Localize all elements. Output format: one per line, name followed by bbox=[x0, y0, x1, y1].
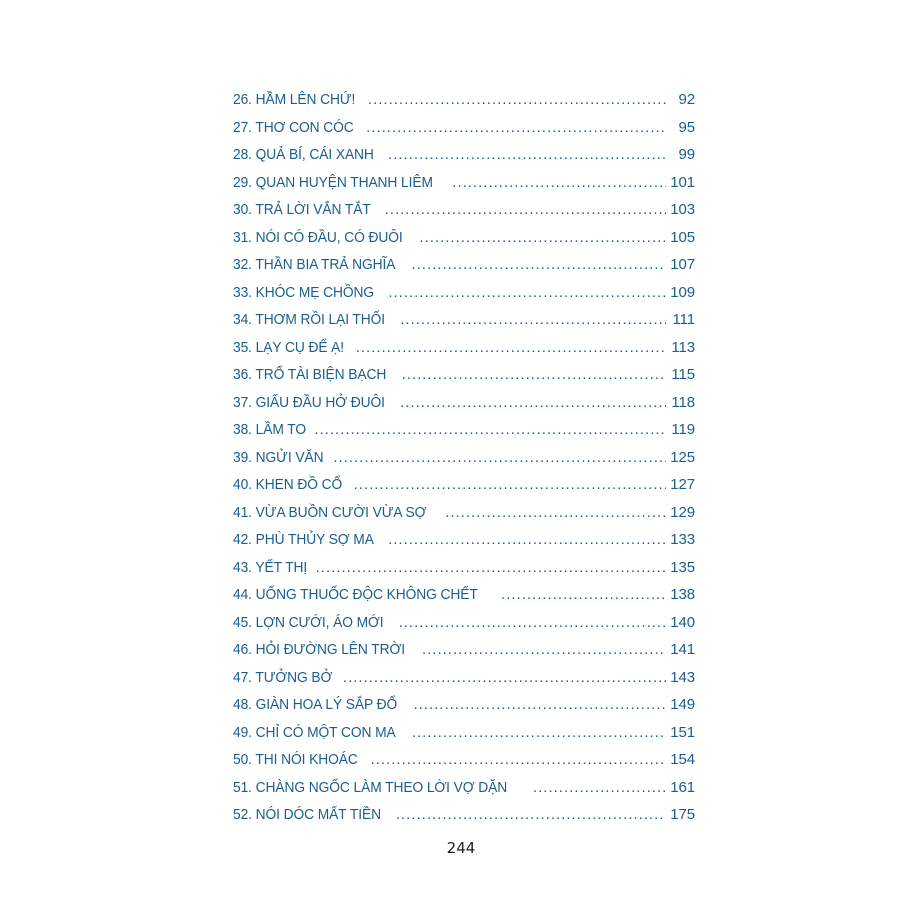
dot-leader bbox=[388, 279, 666, 307]
toc-entry-title: 26. HẦM LÊN CHỨ! bbox=[233, 91, 356, 108]
toc-entry-title: 40. KHEN ĐỒ CỔ bbox=[233, 476, 343, 493]
toc-entry bbox=[233, 444, 695, 472]
toc-entry bbox=[233, 719, 695, 747]
toc-entry-title: 31. NÓI CÓ ĐẦU, CÓ ĐUÔI bbox=[233, 228, 403, 246]
toc-entry bbox=[233, 801, 695, 829]
toc-entry bbox=[233, 609, 695, 637]
dot-leader bbox=[388, 141, 666, 169]
toc-entry bbox=[233, 691, 695, 719]
dot-leader bbox=[413, 691, 666, 719]
toc-entry-title: 29. QUAN HUYỆN THANH LIÊM bbox=[233, 173, 433, 191]
toc-entry-page: 103 bbox=[670, 201, 695, 218]
toc-entry bbox=[233, 361, 695, 389]
toc-entry-title: 43. YẾT THỊ bbox=[233, 558, 308, 576]
dot-leader bbox=[388, 526, 666, 554]
toc-entry-title: 33. KHÓC MẸ CHỒNG bbox=[233, 283, 375, 301]
dot-leader bbox=[314, 416, 666, 444]
toc-entry bbox=[233, 196, 695, 224]
dot-leader bbox=[371, 746, 666, 774]
toc-entry-page: 119 bbox=[671, 421, 695, 438]
dot-leader bbox=[452, 169, 666, 197]
toc-entry bbox=[233, 334, 695, 362]
toc-entry-page: 175 bbox=[670, 806, 695, 823]
toc-entry-title: 42. PHÙ THỦY SỢ MA bbox=[233, 531, 374, 548]
dot-leader bbox=[368, 86, 666, 114]
toc-entry-page: 111 bbox=[672, 311, 695, 328]
toc-entry-page: 118 bbox=[671, 393, 695, 411]
toc-entry bbox=[233, 86, 695, 114]
toc-entry-title: 35. LẠY CỤ ĐỂ Ạ! bbox=[233, 338, 345, 356]
toc-entry bbox=[233, 471, 695, 499]
dot-leader bbox=[366, 114, 666, 142]
toc-entry-title: 38. LẦM TO bbox=[233, 421, 306, 438]
dot-leader bbox=[356, 334, 666, 362]
toc-entry bbox=[233, 526, 695, 554]
toc-entry-page: 151 bbox=[670, 723, 695, 741]
toc-entry bbox=[233, 169, 695, 197]
toc-entry bbox=[233, 416, 695, 444]
toc-entry-page: 135 bbox=[670, 558, 695, 576]
toc-entry bbox=[233, 114, 695, 142]
toc-entry-page: 107 bbox=[670, 256, 695, 273]
toc-entry-page: 125 bbox=[670, 448, 695, 466]
toc-entry-title: 32. THẦN BIA TRẢ NGHĨA bbox=[233, 256, 396, 273]
dot-leader bbox=[422, 636, 666, 664]
dot-leader bbox=[402, 361, 666, 389]
toc-entry-page: 161 bbox=[670, 778, 695, 796]
toc-entry-page: 133 bbox=[670, 531, 695, 548]
dot-leader bbox=[354, 471, 666, 499]
dot-leader bbox=[411, 251, 666, 279]
toc-entry bbox=[233, 499, 695, 527]
toc-entry-title: 30. TRẢ LỜI VẮN TẮT bbox=[233, 201, 371, 218]
toc-entry-title: 49. CHỈ CÓ MỘT CON MA bbox=[233, 723, 396, 741]
dot-leader bbox=[412, 719, 666, 747]
toc-entry-page: 109 bbox=[670, 283, 695, 301]
toc-entry-title: 34. THƠM RỒI LẠI THỐI bbox=[233, 311, 386, 328]
toc-entry-title: 41. VỪA BUỒN CƯỜI VỪA SỢ bbox=[233, 503, 427, 521]
toc-entry-title: 45. LỢN CƯỚI, ÁO MỚI bbox=[233, 613, 384, 631]
toc-entry bbox=[233, 224, 695, 252]
dot-leader bbox=[316, 554, 666, 582]
toc-entry bbox=[233, 141, 695, 169]
toc-entry-title: 52. NÓI DÓC MẤT TIỀN bbox=[233, 806, 381, 823]
toc-entry-page: 141 bbox=[670, 641, 695, 658]
toc-entry-title: 37. GIẤU ĐẦU HỞ ĐUÔI bbox=[233, 393, 385, 411]
toc-entry-page: 95 bbox=[678, 118, 695, 136]
toc-entry-page: 140 bbox=[670, 613, 695, 631]
toc-entry-title: 27. THƠ CON CÓC bbox=[233, 118, 354, 136]
dot-leader bbox=[343, 664, 666, 692]
toc-entry bbox=[233, 636, 695, 664]
toc-entry-page: 149 bbox=[670, 696, 695, 713]
dot-leader bbox=[533, 774, 666, 802]
dot-leader bbox=[399, 609, 666, 637]
toc-entry bbox=[233, 554, 695, 582]
page-number: 244 bbox=[446, 839, 476, 857]
toc-entry-title: 44. UỐNG THUỐC ĐỘC KHÔNG CHẾT bbox=[233, 586, 478, 603]
toc-entry bbox=[233, 306, 695, 334]
toc-entry-page: 99 bbox=[678, 146, 695, 163]
toc-entry bbox=[233, 746, 695, 774]
toc-entry-page: 138 bbox=[670, 586, 695, 603]
dot-leader bbox=[385, 196, 666, 224]
toc-entry-title: 28. QUẢ BÍ, CÁI XANH bbox=[233, 146, 374, 163]
dot-leader bbox=[396, 801, 666, 829]
toc-entry bbox=[233, 251, 695, 279]
toc-entry-title: 47. TƯỞNG BỞ bbox=[233, 668, 333, 686]
toc-entry-page: 115 bbox=[671, 366, 695, 383]
toc-entry-page: 127 bbox=[670, 476, 695, 493]
dot-leader bbox=[501, 581, 666, 609]
dot-leader bbox=[333, 444, 666, 472]
toc-entry-title: 50. THI NÓI KHOÁC bbox=[233, 751, 358, 768]
dot-leader bbox=[445, 499, 666, 527]
dot-leader bbox=[400, 306, 666, 334]
toc-entry-page: 129 bbox=[670, 503, 695, 521]
toc-entry-page: 143 bbox=[670, 668, 695, 686]
toc-entry-title: 48. GIÀN HOA LÝ SẮP ĐỔ bbox=[233, 696, 398, 713]
toc-entry-title: 36. TRỔ TÀI BIỆN BẠCH bbox=[233, 366, 387, 383]
dot-leader bbox=[400, 389, 666, 417]
toc-entry-page: 101 bbox=[670, 173, 695, 191]
toc-entry-title: 51. CHÀNG NGỐC LÀM THEO LỜI VỢ DẶN bbox=[233, 778, 508, 796]
toc-entry-title: 39. NGỬI VĂN bbox=[233, 448, 324, 466]
toc-entry-page: 154 bbox=[670, 751, 695, 768]
toc-entry-page: 105 bbox=[670, 228, 695, 246]
toc-entry-page: 92 bbox=[678, 91, 695, 108]
toc-entry bbox=[233, 664, 695, 692]
table-of-contents bbox=[233, 86, 695, 829]
toc-entry bbox=[233, 279, 695, 307]
dot-leader bbox=[419, 224, 666, 252]
toc-entry-page: 113 bbox=[671, 338, 695, 356]
toc-entry-title: 46. HỎI ĐƯỜNG LÊN TRỜI bbox=[233, 641, 405, 658]
toc-entry bbox=[233, 389, 695, 417]
toc-entry bbox=[233, 581, 695, 609]
toc-entry bbox=[233, 774, 695, 802]
